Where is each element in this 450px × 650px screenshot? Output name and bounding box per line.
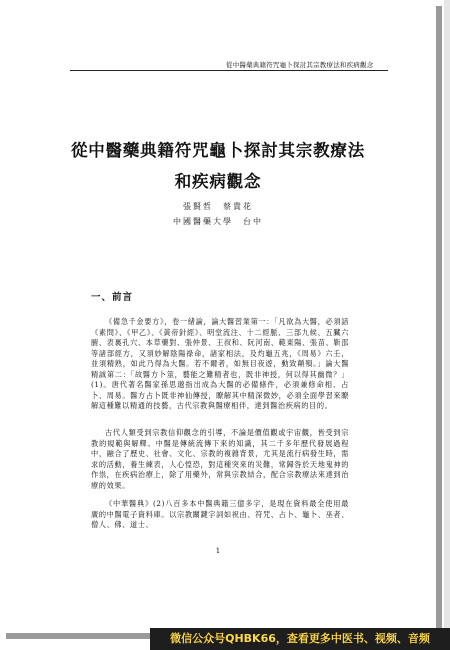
paragraph-text: 古代人類受到宗教信仰觀念的引導，不論是價值觀或宇宙觀，皆受到宗教的規範與解釋。中醫是傳統流傳下來的知識，其二千多年歷代發展過程中，融合了歷史、社會、文化、宗教的複雜背景，尤其是流行病發生時，需求的活動，養生練表，人心惶恐，對這種突來的災難，常歸咎於天地鬼神的作祟，在疾病治療上，除了用藥外，常與宗教結合，配合宗教療法來達到治療的效果。 <box>91 428 349 490</box>
running-header: 從中醫藥典籍符咒龜卜探討其宗教療法和疾病觀念 <box>226 61 374 69</box>
paragraph-text: 《備急千金要方》，卷一緒論，論大醫習業第一：「凡欲為大醫，必須諳《素問》、《甲乙》、《黃帝針經》、明堂流注、十二經脈、三部九候、五臟六腑、表裏孔穴、本草藥對、張仲景、王叔和、阮河南、範東陽、張苗、靳邵等諸部經方，又須妙解陰陽祿命，諸家相法，及灼龜五兆，《周易》六壬，並須精熟，如此乃得為大醫。若不爾者，如無目夜遊，動致顛殞。」論大醫精誠第二：「故醫方卜筮，藝能之難精者也，既非神授，何以得其幽微？」(1)。唐代著名醫家孫思邈指出成為大醫的必備條件，必須兼修命相、占卜、周易。醫方占卜既非神仙傳授，瞭解其中精深微妙，必須全面學習來瞭解這種難以精通的技藝，古代宗教與醫療相伴，達到醫治疾病的目的。 <box>91 317 349 410</box>
affiliation: 中國醫藥大學 台中 <box>173 217 263 226</box>
section-heading: 一、前言 <box>91 292 134 303</box>
paper-title-line-2: 和疾病觀念 <box>174 172 262 191</box>
paper-title-line-1: 從中醫藥典籍符咒龜卜探討其宗教療法 <box>70 141 366 160</box>
page-number: 1 <box>215 547 221 555</box>
watermark-banner: 微信公众号QHBK66，查看更多中医书、视频、音频 <box>150 628 450 650</box>
paragraph-text: 《中華醫典》(2)八百多本中醫典籍三億多字，是現在資料最全使用最廣的中醫電子資料庫。以宗教關鍵字詞如祝由、符咒、占卜、龜卜、巫者、僧人、佛、道士、 <box>91 499 349 529</box>
body-paragraph-2 <box>91 428 349 491</box>
header-rule <box>70 70 388 71</box>
page-shadow-right <box>436 6 442 639</box>
authors: 張賢哲 蔡貴花 <box>183 202 253 211</box>
body-paragraph-1 <box>91 317 349 412</box>
vertical-scrollbar[interactable] <box>444 0 450 650</box>
body-paragraph-3 <box>91 499 349 531</box>
